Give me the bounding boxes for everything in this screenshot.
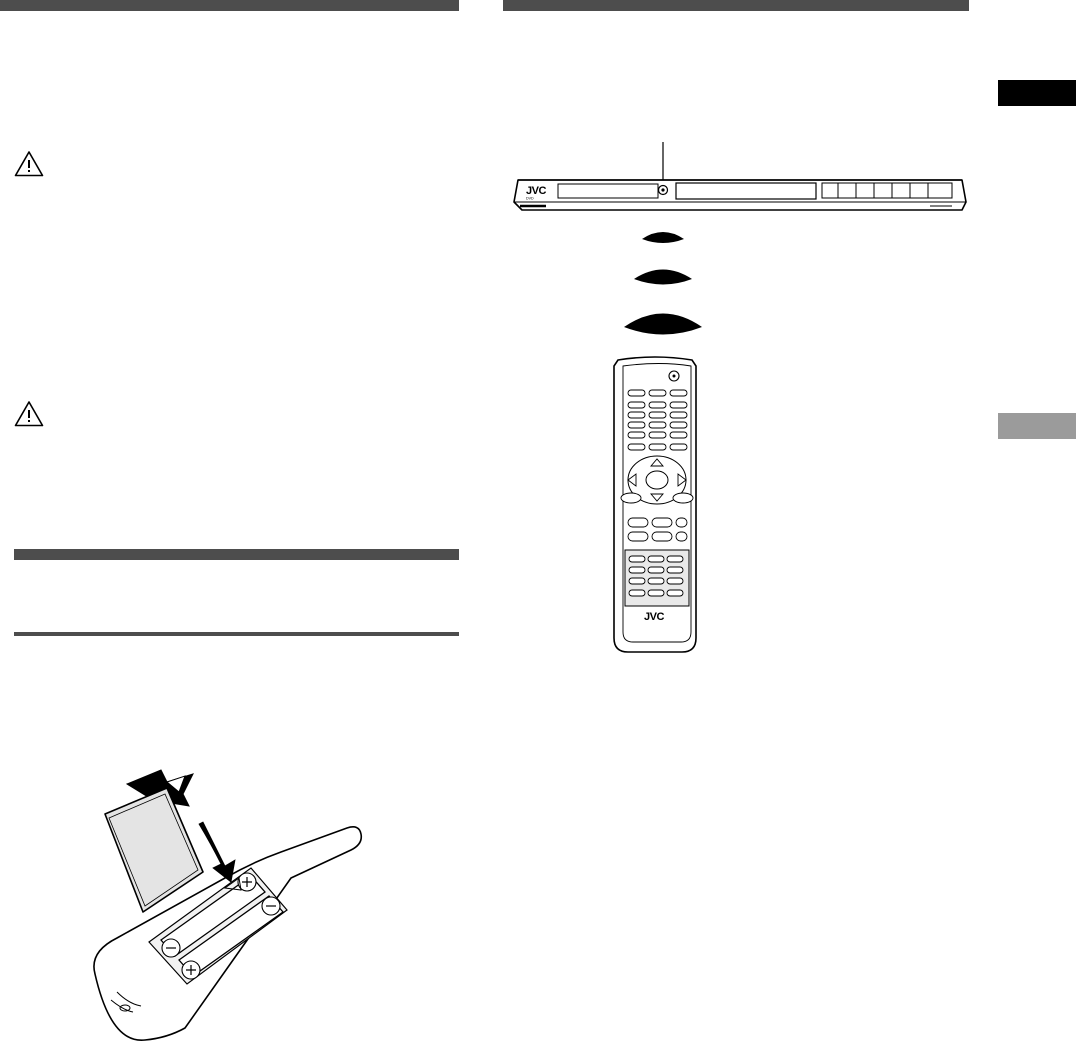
disc-tray [676, 183, 816, 199]
side-tab-black [998, 80, 1076, 106]
remote-brand-logo: JVC [644, 611, 664, 623]
header-rule-left [0, 0, 459, 11]
dvd-player-front-panel-illustration [500, 140, 980, 230]
section-divider-bottom [14, 632, 459, 636]
remote-signal-waves [608, 225, 718, 345]
warning-triangle-icon [14, 150, 44, 177]
svg-text:JVC: JVC [526, 185, 546, 197]
section-divider-top [14, 549, 459, 560]
svg-text:DVD: DVD [526, 196, 534, 201]
battery-cover [105, 788, 203, 912]
remote-control-illustration [600, 352, 710, 657]
warning-triangle-icon-2 [14, 400, 44, 427]
battery-insert-arrow [199, 822, 235, 882]
header-rule-right [503, 0, 969, 11]
side-tab-gray [998, 413, 1076, 439]
battery-compartment-illustration [75, 760, 365, 1050]
